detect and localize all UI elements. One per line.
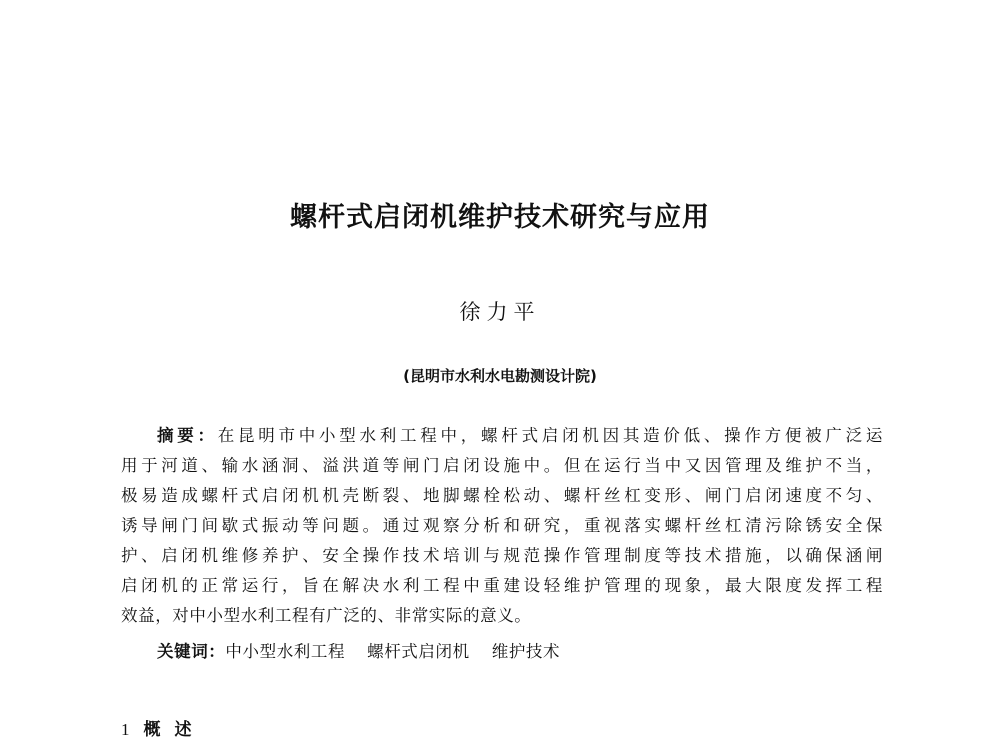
- abstract-text: 在昆明市中小型水利工程中，螺杆式启闭机因其造价低、操作方便被广泛运: [217, 426, 883, 445]
- abstract: [121, 421, 883, 631]
- paper-title: 螺杆式启闭机维护技术研究与应用: [290, 202, 710, 233]
- keyword-item: 螺杆式启闭机: [367, 642, 470, 661]
- section-heading: [121, 715, 206, 745]
- abstract-line: 极易造成螺杆式启闭机机壳断裂、地脚螺栓松动、螺杆丝杠变形、闸门启闭速度不匀、: [121, 486, 883, 505]
- keyword-item: 中小型水利工程: [225, 642, 346, 661]
- abstract-line: 诱导闸门间歇式振动等问题。通过观察分析和研究，重视落实螺杆丝杠清污除锈安全保: [121, 516, 883, 535]
- author-affiliation: (昆明市水利水电勘测设计院): [403, 367, 597, 385]
- keywords-label: 关键词：: [157, 642, 226, 661]
- abstract-line: 护、启闭机维修养护、安全操作技术培训与规范操作管理制度等技术措施，以确保涵闸: [121, 546, 883, 565]
- abstract-line: 启闭机的正常运行，旨在解决水利工程中重建设轻维护管理的现象，最大限度发挥工程: [121, 576, 883, 595]
- abstract-line: [121, 421, 883, 451]
- section-title: 概述: [143, 720, 206, 740]
- keyword-item: 维护技术: [491, 642, 561, 661]
- abstract-line: 用于河道、输水涵洞、溢洪道等闸门启闭设施中。但在运行当中又因管理及维护不当，: [121, 456, 883, 475]
- abstract-label: 摘要：: [157, 426, 218, 445]
- keywords: [157, 637, 560, 667]
- abstract-line: 效益，对中小型水利工程有广泛的、非常实际的意义。: [121, 606, 532, 625]
- author-name: 徐力平: [459, 300, 541, 324]
- section-number: 1: [121, 720, 130, 739]
